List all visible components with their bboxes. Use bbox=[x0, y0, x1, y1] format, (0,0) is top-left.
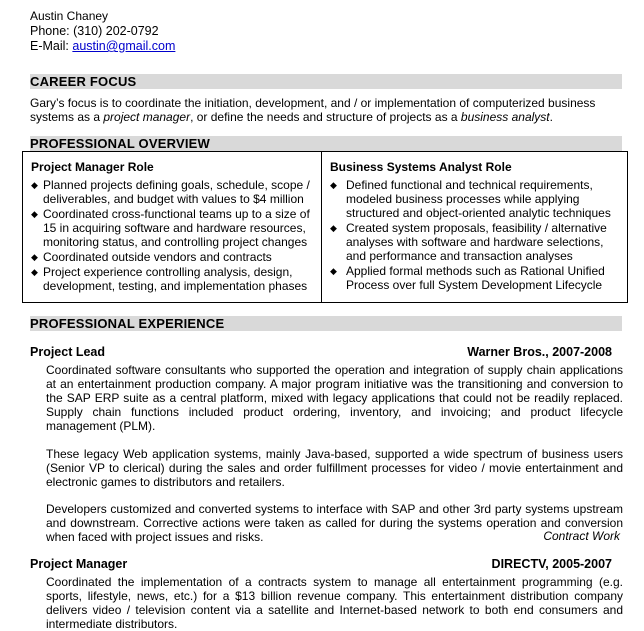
bullet-text: Applied formal methods such as Rational Unified Process over full System Development Lifecycle bbox=[346, 264, 605, 292]
bullet-item bbox=[31, 265, 315, 293]
bullet-diamond-icon: ◆ bbox=[330, 180, 337, 190]
bullet-item bbox=[330, 221, 621, 263]
job-paragraph: Coordinated the implementation of a contracts system to manage all entertainment programming (e.g. sports, lifestyle, news, etc.) for a $13 billion revenue company. This entertainment distribution company delivers video / television content via a satellite and Internet-based network to both end consumers and intermediate distributors. bbox=[46, 575, 623, 631]
bullet-text: Defined functional and technical requirements, modeled business processes while applying structured and object-oriented analytic techniques bbox=[346, 178, 611, 220]
job-company: DIRECTV, 2005-2007 bbox=[491, 557, 612, 571]
job-company: Warner Bros., 2007-2008 bbox=[467, 345, 612, 359]
bullet-diamond-icon: ◆ bbox=[31, 209, 38, 219]
bullet-text: Planned projects defining goals, schedule, scope / deliverables, and budget with values to $4 million bbox=[43, 178, 310, 206]
bullet-item bbox=[330, 178, 621, 220]
phone-line: Phone: (310) 202-0792 bbox=[30, 24, 159, 38]
person-name: Austin Chaney bbox=[30, 9, 109, 23]
career-focus-em-business-analyst: business analyst bbox=[460, 110, 550, 124]
overview-heading: PROFESSIONAL OVERVIEW bbox=[30, 136, 622, 151]
job-paragraph: Developers customized and converted systems to interface with SAP and other 3rd party systems upstream and downstream. Corrective actions were taken as called for during the systems operation and conversion when faced with project issues and risks. bbox=[46, 502, 623, 544]
pm-bullet-list bbox=[31, 178, 315, 293]
bullet-text: Coordinated cross-functional teams up to a size of 15 in acquiring software and hardware resources, monitoring status, and controlling project changes bbox=[43, 207, 310, 249]
career-focus-em-project-manager: project manager bbox=[103, 110, 191, 124]
bullet-item bbox=[31, 207, 315, 249]
bullet-diamond-icon: ◆ bbox=[330, 223, 337, 233]
job-paragraph: These legacy Web application systems, mainly Java-based, supported a wide spectrum of business users (Senior VP to clerical) during the sales and order fulfillment processes for video / movie entertainment and electronic games to distributors and retailers. bbox=[46, 447, 623, 489]
bullet-diamond-icon: ◆ bbox=[31, 267, 38, 277]
career-focus-text: Gary’s focus is to coordinate the initiation, development, and / or implementation of computerized business systems as a project manager, or define the needs and structure of projects as a business analyst. bbox=[30, 96, 596, 124]
career-focus-heading: CAREER FOCUS bbox=[30, 74, 622, 89]
experience-heading: PROFESSIONAL EXPERIENCE bbox=[30, 316, 622, 331]
bullet-item bbox=[330, 264, 621, 292]
contract-work-tag: Contract Work bbox=[543, 529, 620, 543]
overview-left-column bbox=[23, 152, 322, 302]
email-link[interactable]: austin@gmail.com bbox=[72, 39, 176, 53]
email-line bbox=[30, 39, 175, 54]
bullet-diamond-icon: ◆ bbox=[330, 266, 337, 276]
job-title: Project Lead bbox=[30, 345, 106, 359]
bullet-text: Coordinated outside vendors and contracts bbox=[43, 250, 272, 264]
overview-right-column bbox=[322, 152, 627, 302]
bullet-item bbox=[31, 178, 315, 206]
bullet-text: Created system proposals, feasibility / alternative analyses with software and hardware selections, and performance and transaction analyses bbox=[346, 221, 607, 263]
bsa-bullet-list bbox=[330, 178, 621, 292]
job-title: Project Manager bbox=[30, 557, 128, 571]
bullet-item bbox=[31, 250, 315, 264]
bullet-diamond-icon: ◆ bbox=[31, 252, 38, 262]
contact-block bbox=[30, 9, 175, 54]
job-paragraph: Coordinated software consultants who supported the operation and integration of supply chain applications at an entertainment production company. A major program initiative was the transitioning and conversion to the SAP ERP suite as a central platform, mixed with legacy applications that could not be readily replaced. Supply chain functions included product ordering, inventory, and invoicing; and product lifecycle management (PLM). bbox=[46, 363, 623, 433]
role-title-pm: Project Manager Role bbox=[31, 160, 154, 174]
overview-table bbox=[22, 151, 628, 303]
role-title-bsa: Business Systems Analyst Role bbox=[330, 160, 512, 174]
email-label: E-Mail: bbox=[30, 39, 73, 53]
bullet-text: Project experience controlling analysis, design, development, testing, and implementation phases bbox=[43, 265, 308, 293]
bullet-diamond-icon: ◆ bbox=[31, 180, 38, 190]
